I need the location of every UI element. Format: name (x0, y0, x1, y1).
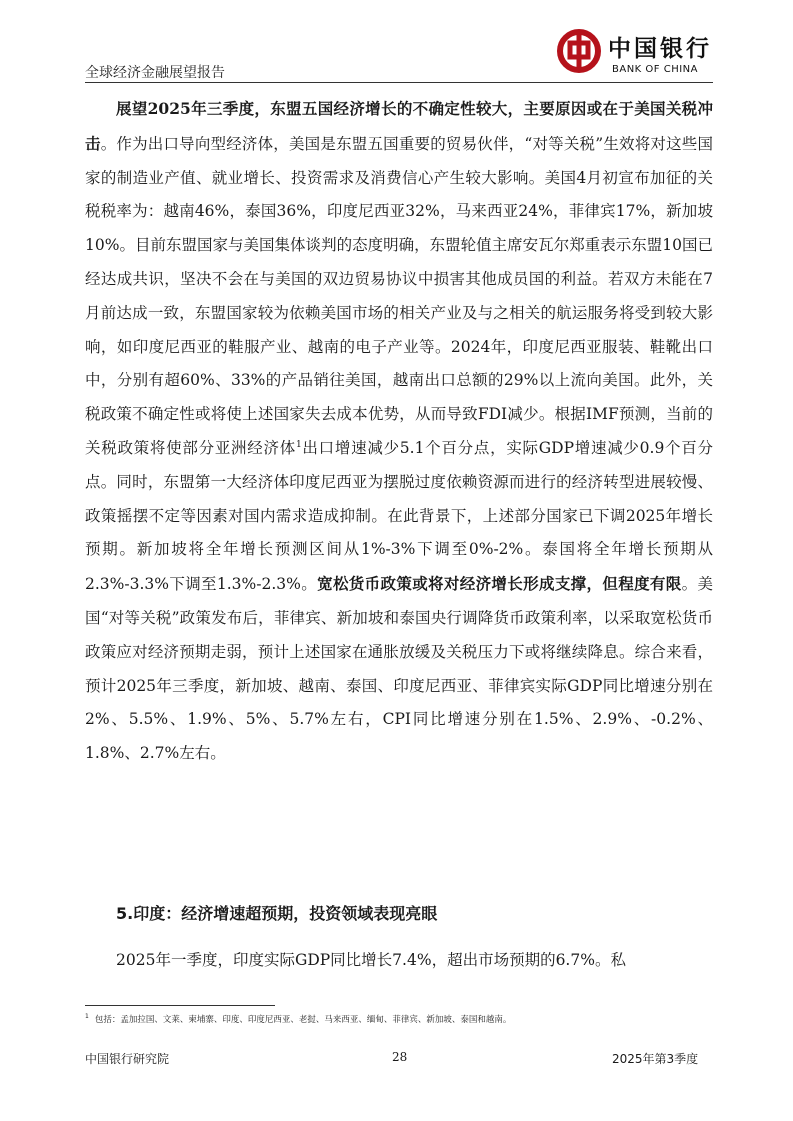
paragraph-text-1: 。作为出口导向型经济体，美国是东盟五国重要的贸易伙伴，“对等关税”生效将对这些国家的制造业产值、就业增长、投资需求及消费信心产生较大影响。美国4月初宣布加征的关税税率为：越南46%，泰国36%，印度尼西亚32%，马来西亚24%，菲律宾17%，新加坡10%。目前东盟国家与美国集体谈判的态度明确，东盟轮值主席安瓦尔郑重表示东盟10国已经达成共识，坚决不会在与美国的双边贸易协议中损害其他成员国的利益。若双方未能在7月前达成一致，东盟国家较为依赖美国市场的相关产业及与之相关的航运服务将受到较大影响，如印度尼西亚的鞋服产业、越南的电子产业等。2024年，印度尼西亚服装、鞋靴出口中，分别有超60%、33%的产品销往美国，越南出口总额的29%以上流向美国。此外，关税政策不确定性或将使上述国家失去成本优势，从而导致FDI减少。根据IMF预测，当前的关税政策将使部分亚洲经济体 (85, 134, 713, 457)
paragraph-text-3: 。美国“对等关税”政策发布后，菲律宾、新加坡和泰国央行调降货币政策利率，以采取宽松货币政策应对经济预期走弱，预计上述国家在通胀放缓及关税压力下或将继续降息。综合来看，预计2025年三季度，新加坡、越南、泰国、印度尼西亚、菲律宾实际GDP同比增速分别在2%、5.5%、1.9%、5%、5.7%左右，CPI同比增速分别在1.5%、2.9%、-0.2%、1.8%、2.7%左右。 (85, 575, 713, 763)
footer-period: 2025年第3季度 (612, 1052, 699, 1066)
running-header-title: 全球经济金融展望报告 (85, 65, 225, 81)
section-heading-india: 5.印度：经济增速超预期，投资领域表现亮眼 (116, 904, 438, 923)
logo-english-name: BANK OF CHINA (612, 64, 698, 75)
footnote-mark: 1 (85, 1013, 89, 1021)
india-paragraph: 2025年一季度，印度实际GDP同比增长7.4%，超出市场预期的6.7%。私 (116, 951, 626, 969)
main-paragraph (85, 92, 713, 771)
footnote (85, 1013, 511, 1025)
footer-institute: 中国银行研究院 (85, 1052, 170, 1066)
bank-of-china-emblem-icon (556, 28, 602, 74)
bold-monetary-policy-sentence: 宽松货币政策或将对经济增长形成支撑，但程度有限 (317, 574, 682, 594)
page-number: 28 (392, 1050, 408, 1064)
footnote-divider (85, 1005, 275, 1006)
paragraph-text-2: 出口增速减少5.1个百分点，实际GDP增速减少0.9个百分点。同时，东盟第一大经济体印度尼西亚为摆脱过度依赖资源而进行的经济转型进展较慢、政策摇摆不定等因素对国内需求造成抑制。在此背景下，上述部分国家已下调2025年增长预期。新加坡将全年增长预测区间从1%-3%下调至0%-2%。泰国将全年增长预期从2.3%-3.3%下调至1.3%-2.3%。 (85, 438, 713, 594)
header-divider (85, 82, 713, 83)
footnote-text: 包括：孟加拉国、文莱、柬埔寨、印度、印度尼西亚、老挝、马来西亚、缅甸、菲律宾、新加坡、泰国和越南。 (94, 1015, 512, 1025)
bank-of-china-logo (556, 24, 716, 80)
bold-lead-sentence: 展望2025年三季度，东盟五国经济增长的不确定性较大，主要原因或在于美国关税冲击 (85, 99, 713, 153)
footnote-reference[interactable]: 1 (295, 439, 302, 450)
logo-chinese-name: 中国银行 (608, 36, 712, 62)
